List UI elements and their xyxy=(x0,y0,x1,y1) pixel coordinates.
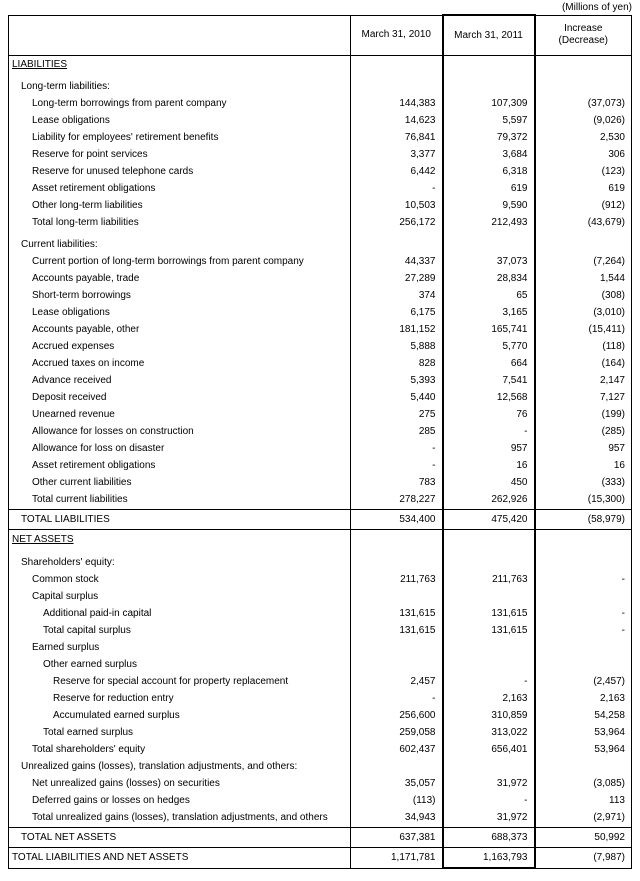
value-2011 xyxy=(443,639,535,656)
value-2011 xyxy=(443,56,535,74)
additional-paid-in-row xyxy=(9,605,632,622)
row-label: Total shareholders' equity xyxy=(9,741,351,758)
value-change: (308) xyxy=(535,287,632,304)
row-label: Accumulated earned surplus xyxy=(9,707,351,724)
total-capital-surplus-row xyxy=(9,622,632,639)
value-change: (15,300) xyxy=(535,491,632,510)
value-change xyxy=(535,588,632,605)
row-label: Reserve for reduction entry xyxy=(9,690,351,707)
current-heading xyxy=(9,236,632,253)
row-label: Reserve for point services xyxy=(9,146,351,163)
header-change-line2: (Decrease) xyxy=(558,35,608,47)
row-label: Reserve for unused telephone cards xyxy=(9,163,351,180)
current-row xyxy=(9,253,632,270)
row-label: Total unrealized gains (losses), translation adjustments, and others xyxy=(9,809,351,828)
section-net-assets xyxy=(9,530,632,550)
value-2011: 450 xyxy=(443,474,535,491)
row-label: Liability for employees' retirement benefits xyxy=(9,129,351,146)
reserve-reduction-row xyxy=(9,690,632,707)
value-2010: (113) xyxy=(351,792,443,809)
value-2010: 131,615 xyxy=(351,622,443,639)
value-2011 xyxy=(443,588,535,605)
value-2010: 1,171,781 xyxy=(351,848,443,869)
reserve-property-row xyxy=(9,673,632,690)
value-2011: 3,684 xyxy=(443,146,535,163)
value-2011: 28,834 xyxy=(443,270,535,287)
value-2010: 5,440 xyxy=(351,389,443,406)
value-change: (7,264) xyxy=(535,253,632,270)
row-label xyxy=(9,236,351,253)
value-change: (164) xyxy=(535,355,632,372)
value-2010: 10,503 xyxy=(351,197,443,214)
value-2010: 3,377 xyxy=(351,146,443,163)
value-change: (7,987) xyxy=(535,848,632,869)
long-term-row xyxy=(9,112,632,129)
value-2010: 14,623 xyxy=(351,112,443,129)
row-label: Lease obligations xyxy=(9,112,351,129)
value-2011: 664 xyxy=(443,355,535,372)
value-2011: 656,401 xyxy=(443,741,535,758)
row-label: Reserve for special account for property replacement xyxy=(9,673,351,690)
value-2011: 211,763 xyxy=(443,571,535,588)
value-change xyxy=(535,530,632,550)
value-2011: 9,590 xyxy=(443,197,535,214)
header-change xyxy=(535,15,632,56)
row-label: Total long-term liabilities xyxy=(9,214,351,231)
value-change: (9,026) xyxy=(535,112,632,129)
value-2010: 76,841 xyxy=(351,129,443,146)
row-label: Total earned surplus xyxy=(9,724,351,741)
value-2011: 688,373 xyxy=(443,828,535,848)
value-2011: 619 xyxy=(443,180,535,197)
row-label: Common stock xyxy=(9,571,351,588)
row-label: Net unrealized gains (losses) on securities xyxy=(9,775,351,792)
value-change xyxy=(535,78,632,95)
value-change: 53,964 xyxy=(535,741,632,758)
value-2011: 12,568 xyxy=(443,389,535,406)
row-label xyxy=(9,78,351,95)
heading-text: NET ASSETS xyxy=(12,533,74,545)
row-label: Additional paid-in capital xyxy=(9,605,351,622)
header-change-line1: Increase xyxy=(564,23,603,35)
value-2011: 131,615 xyxy=(443,622,535,639)
long-term-heading xyxy=(9,78,632,95)
deferred-row xyxy=(9,792,632,809)
row-label: Lease obligations xyxy=(9,304,351,321)
value-change: (123) xyxy=(535,163,632,180)
value-2011: 16 xyxy=(443,457,535,474)
long-term-row xyxy=(9,163,632,180)
balance-sheet-table xyxy=(8,14,632,869)
value-2010: 259,058 xyxy=(351,724,443,741)
value-2010: 6,175 xyxy=(351,304,443,321)
value-2011 xyxy=(443,758,535,775)
value-2010 xyxy=(351,656,443,673)
value-2011: 2,163 xyxy=(443,690,535,707)
total-earned-row xyxy=(9,724,632,741)
value-2010: - xyxy=(351,690,443,707)
total-current-row xyxy=(9,491,632,510)
row-label xyxy=(9,56,351,74)
current-row xyxy=(9,389,632,406)
row-label: Total current liabilities xyxy=(9,491,351,510)
header-label-cell xyxy=(9,15,351,56)
value-2010: 828 xyxy=(351,355,443,372)
value-change: 957 xyxy=(535,440,632,457)
long-term-row xyxy=(9,180,632,197)
row-label: Other current liabilities xyxy=(9,474,351,491)
value-change: (2,971) xyxy=(535,809,632,828)
long-term-row xyxy=(9,129,632,146)
row-label: Asset retirement obligations xyxy=(9,457,351,474)
row-label: Other long-term liabilities xyxy=(9,197,351,214)
table-header-row xyxy=(9,15,632,56)
value-2010 xyxy=(351,56,443,74)
current-row xyxy=(9,474,632,491)
unit-note: (Millions of yen) xyxy=(561,2,632,13)
value-2011: 957 xyxy=(443,440,535,457)
value-2011: 313,022 xyxy=(443,724,535,741)
value-2010: 34,943 xyxy=(351,809,443,828)
value-2010 xyxy=(351,554,443,571)
value-change xyxy=(535,554,632,571)
value-2010: 131,615 xyxy=(351,605,443,622)
value-2010: 2,457 xyxy=(351,673,443,690)
section-liabilities xyxy=(9,56,632,74)
value-2010: 44,337 xyxy=(351,253,443,270)
total-equity-row xyxy=(9,741,632,758)
value-2010: 256,600 xyxy=(351,707,443,724)
value-change: 306 xyxy=(535,146,632,163)
row-label xyxy=(9,554,351,571)
value-change: 2,147 xyxy=(535,372,632,389)
row-label: Allowance for loss on disaster xyxy=(9,440,351,457)
row-label: Short-term borrowings xyxy=(9,287,351,304)
value-2011: 310,859 xyxy=(443,707,535,724)
row-label: Accrued taxes on income xyxy=(9,355,351,372)
current-row xyxy=(9,406,632,423)
value-change: (2,457) xyxy=(535,673,632,690)
row-label: TOTAL LIABILITIES xyxy=(9,510,351,530)
row-label: Long-term borrowings from parent company xyxy=(9,95,351,112)
value-change: (199) xyxy=(535,406,632,423)
value-change: 1,544 xyxy=(535,270,632,287)
value-change: - xyxy=(535,571,632,588)
current-row xyxy=(9,270,632,287)
value-change: (3,085) xyxy=(535,775,632,792)
value-2010: 5,888 xyxy=(351,338,443,355)
equity-heading xyxy=(9,554,632,571)
value-2011 xyxy=(443,554,535,571)
value-2011: 7,541 xyxy=(443,372,535,389)
value-change: (37,073) xyxy=(535,95,632,112)
value-change: 2,163 xyxy=(535,690,632,707)
current-row xyxy=(9,338,632,355)
row-label xyxy=(9,588,351,605)
heading-text: Capital surplus xyxy=(32,590,99,602)
row-label: Allowance for losses on construction xyxy=(9,423,351,440)
value-change: (43,679) xyxy=(535,214,632,231)
value-change: (333) xyxy=(535,474,632,491)
value-2011: 76 xyxy=(443,406,535,423)
value-2010: - xyxy=(351,457,443,474)
value-2011: 6,318 xyxy=(443,163,535,180)
row-label: Accounts payable, other xyxy=(9,321,351,338)
header-2011: March 31, 2011 xyxy=(443,15,535,56)
value-change: 113 xyxy=(535,792,632,809)
value-2010: 285 xyxy=(351,423,443,440)
earned-surplus-heading xyxy=(9,639,632,656)
value-2011 xyxy=(443,656,535,673)
current-row xyxy=(9,355,632,372)
value-change: 50,992 xyxy=(535,828,632,848)
value-2011: 131,615 xyxy=(443,605,535,622)
heading-text: Shareholders' equity: xyxy=(21,556,115,568)
value-2010: 35,057 xyxy=(351,775,443,792)
value-2010 xyxy=(351,588,443,605)
value-2011: - xyxy=(443,423,535,440)
value-change: (3,010) xyxy=(535,304,632,321)
value-2011: 3,165 xyxy=(443,304,535,321)
total-unrealized-row xyxy=(9,809,632,828)
value-change: 2,530 xyxy=(535,129,632,146)
value-2011: 31,972 xyxy=(443,809,535,828)
current-row xyxy=(9,372,632,389)
value-2010 xyxy=(351,236,443,253)
value-2010 xyxy=(351,758,443,775)
value-2011: 31,972 xyxy=(443,775,535,792)
value-change: (118) xyxy=(535,338,632,355)
value-2010: 181,152 xyxy=(351,321,443,338)
row-label: Asset retirement obligations xyxy=(9,180,351,197)
value-change: (15,411) xyxy=(535,321,632,338)
row-label: Accrued expenses xyxy=(9,338,351,355)
value-change: - xyxy=(535,605,632,622)
grand-total-row xyxy=(9,848,632,869)
total-net-assets-row xyxy=(9,828,632,848)
row-label: TOTAL LIABILITIES AND NET ASSETS xyxy=(9,848,351,869)
accumulated-row xyxy=(9,707,632,724)
value-change: 53,964 xyxy=(535,724,632,741)
value-2011: 1,163,793 xyxy=(443,848,535,869)
value-2010: 783 xyxy=(351,474,443,491)
header-2010: March 31, 2010 xyxy=(351,15,443,56)
value-2010: 5,393 xyxy=(351,372,443,389)
current-row xyxy=(9,304,632,321)
long-term-row xyxy=(9,95,632,112)
value-2011: - xyxy=(443,673,535,690)
value-change: 619 xyxy=(535,180,632,197)
row-label: Advance received xyxy=(9,372,351,389)
current-row xyxy=(9,321,632,338)
total-long-term-row xyxy=(9,214,632,231)
row-label xyxy=(9,656,351,673)
value-2010: 211,763 xyxy=(351,571,443,588)
net-unrealized-row xyxy=(9,775,632,792)
heading-text: Other earned surplus xyxy=(43,658,137,670)
value-2011: 107,309 xyxy=(443,95,535,112)
value-2011: 37,073 xyxy=(443,253,535,270)
value-2010: 6,442 xyxy=(351,163,443,180)
row-label: Deferred gains or losses on hedges xyxy=(9,792,351,809)
current-row xyxy=(9,457,632,474)
value-2010: 275 xyxy=(351,406,443,423)
value-2011: 475,420 xyxy=(443,510,535,530)
value-change: 16 xyxy=(535,457,632,474)
value-2010: 144,383 xyxy=(351,95,443,112)
value-2010: - xyxy=(351,180,443,197)
value-2011: 165,741 xyxy=(443,321,535,338)
other-earned-heading xyxy=(9,656,632,673)
value-2010: 637,381 xyxy=(351,828,443,848)
value-change xyxy=(535,236,632,253)
value-2011: 65 xyxy=(443,287,535,304)
long-term-row xyxy=(9,197,632,214)
value-2011: 5,770 xyxy=(443,338,535,355)
heading-text: LIABILITIES xyxy=(12,58,68,70)
value-2010 xyxy=(351,530,443,550)
value-change: (912) xyxy=(535,197,632,214)
capital-surplus-heading xyxy=(9,588,632,605)
row-label: Unearned revenue xyxy=(9,406,351,423)
value-change: - xyxy=(535,622,632,639)
common-stock-row xyxy=(9,571,632,588)
row-label: Deposit received xyxy=(9,389,351,406)
heading-text: Long-term liabilities: xyxy=(21,80,110,92)
value-change xyxy=(535,56,632,74)
value-2010: 374 xyxy=(351,287,443,304)
value-2010: 278,227 xyxy=(351,491,443,510)
value-2010 xyxy=(351,78,443,95)
value-change: 54,258 xyxy=(535,707,632,724)
total-liabilities-row xyxy=(9,510,632,530)
row-label: Current portion of long-term borrowings from parent company xyxy=(9,253,351,270)
row-label: Accounts payable, trade xyxy=(9,270,351,287)
value-change: (58,979) xyxy=(535,510,632,530)
value-2010: 602,437 xyxy=(351,741,443,758)
value-2010: 27,289 xyxy=(351,270,443,287)
value-change: 7,127 xyxy=(535,389,632,406)
value-2011 xyxy=(443,78,535,95)
value-change: (285) xyxy=(535,423,632,440)
row-label: TOTAL NET ASSETS xyxy=(9,828,351,848)
value-change xyxy=(535,656,632,673)
row-label: Total capital surplus xyxy=(9,622,351,639)
value-2011: 212,493 xyxy=(443,214,535,231)
value-2011: 79,372 xyxy=(443,129,535,146)
value-2010 xyxy=(351,639,443,656)
row-label xyxy=(9,639,351,656)
value-2011 xyxy=(443,530,535,550)
current-row xyxy=(9,440,632,457)
long-term-row xyxy=(9,146,632,163)
value-2011: - xyxy=(443,792,535,809)
value-2010: 256,172 xyxy=(351,214,443,231)
heading-text: Earned surplus xyxy=(32,641,100,653)
row-label xyxy=(9,758,351,775)
current-row xyxy=(9,423,632,440)
heading-text: Current liabilities: xyxy=(21,238,98,250)
heading-text: Unrealized gains (losses), translation adjustments, and others: xyxy=(21,760,298,772)
value-2011 xyxy=(443,236,535,253)
value-2011: 5,597 xyxy=(443,112,535,129)
value-change xyxy=(535,758,632,775)
unrealized-heading xyxy=(9,758,632,775)
value-2010: - xyxy=(351,440,443,457)
value-2011: 262,926 xyxy=(443,491,535,510)
value-change xyxy=(535,639,632,656)
row-label xyxy=(9,530,351,550)
value-2010: 534,400 xyxy=(351,510,443,530)
current-row xyxy=(9,287,632,304)
